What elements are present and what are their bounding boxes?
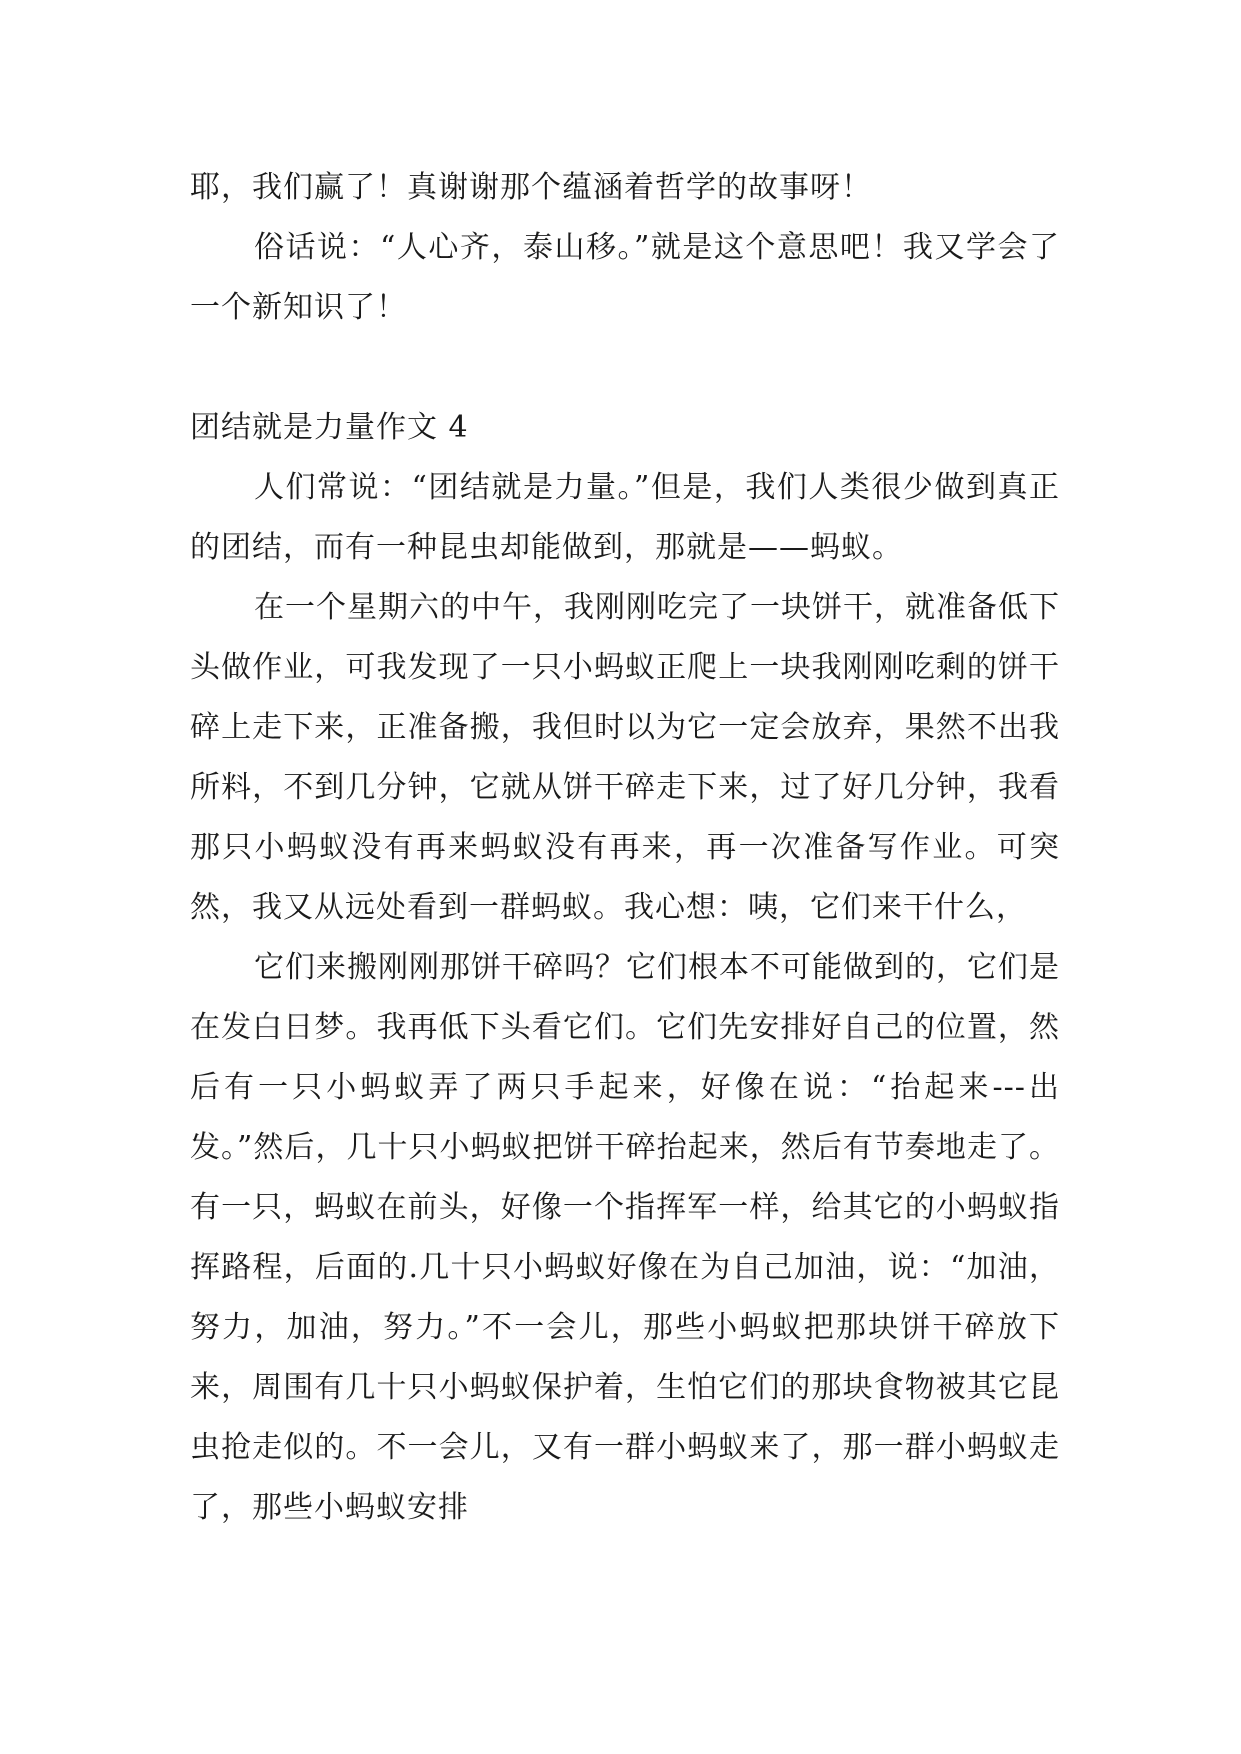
paragraph-intro: 人们常说：“团结就是力量。”但是，我们人类很少做到真正的团结，而有一种昆虫却能做到，那就是——蚂蚁。 bbox=[190, 470, 1060, 565]
paragraph-ants-carry: 它们来搬刚刚那饼干碎吗？它们根本不可能做到的，它们是在发白日梦。我再低下头看它们。它们先安排好自己的位置，然后有一只小蚂蚁弄了两只手起来，好像在说：“抬起来---出发。”然后，几十只小蚂蚁把饼干碎抬起来，然后有节奏地走了。有一只，蚂蚁在前头，好像一个指挥军一样，给其它的小蚂蚁指挥路程，后面的.几十只小蚂蚁好像在为自己加油，说：“加油，努力，加油，努力。”不一会儿，那些小蚂蚁把那块饼干碎放下来，周围有几十只小蚂蚁保护着，生怕它们的那块食物被其它昆虫抢走似的。不一会儿，又有一群小蚂蚁来了，那一群小蚂蚁走了，那些小蚂蚁安排 bbox=[190, 950, 1060, 1525]
document-body bbox=[190, 158, 1060, 1538]
section-spacer bbox=[190, 338, 1060, 398]
paragraph-proverb: 俗话说：“人心齐，泰山移。”就是这个意思吧！我又学会了一个新知识了！ bbox=[190, 230, 1060, 325]
section-title: 团结就是力量作文 4 bbox=[190, 410, 469, 445]
paragraph-win: 耶，我们赢了！真谢谢那个蕴涵着哲学的故事呀！ bbox=[190, 170, 872, 205]
paragraph-observation: 在一个星期六的中午，我刚刚吃完了一块饼干，就准备低下头做作业，可我发现了一只小蚂蚁正爬上一块我刚刚吃剩的饼干碎上走下来，正准备搬，我但时以为它一定会放弃，果然不出我所料，不到几分钟，它就从饼干碎走下来，过了好几分钟，我看那只小蚂蚁没有再来蚂蚁没有再来，再一次准备写作业。可突然，我又从远处看到一群蚂蚁。我心想：咦，它们来干什么， bbox=[190, 590, 1060, 925]
